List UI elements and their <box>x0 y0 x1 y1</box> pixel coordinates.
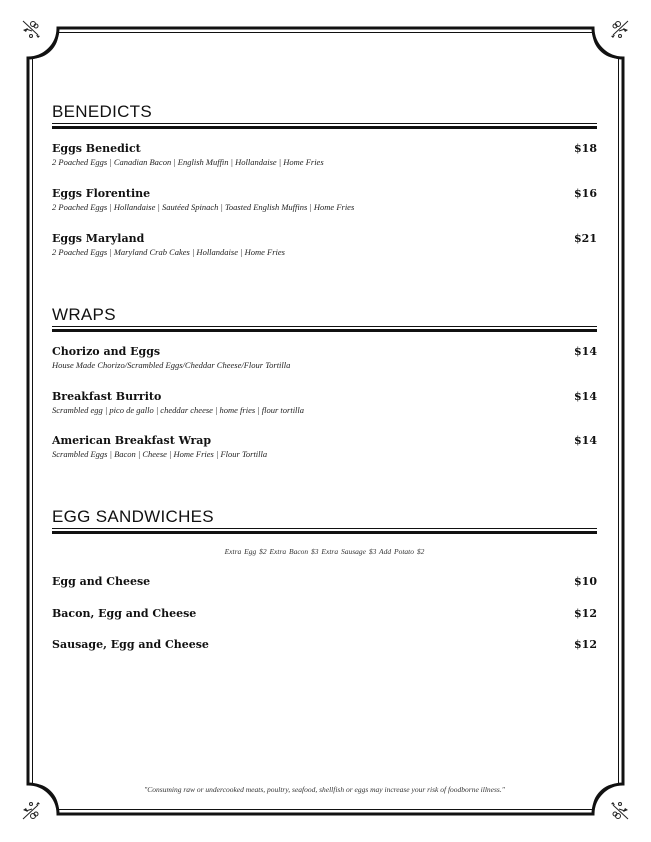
menu-item <box>52 434 597 460</box>
menu-item <box>52 345 597 371</box>
section-divider <box>52 326 597 332</box>
item-name: Eggs Florentine <box>52 187 151 200</box>
item-price: $14 <box>574 345 597 358</box>
item-description: 2 Poached Eggs | Hollandaise | Sautéed Spinach | Toasted English Muffins | Home Fries <box>52 202 355 212</box>
section-divider <box>52 123 597 129</box>
item-name: Breakfast Burrito <box>52 390 162 403</box>
item-price: $16 <box>574 187 597 200</box>
item-price: $14 <box>574 390 597 403</box>
item-name: Eggs Benedict <box>52 142 141 155</box>
item-name: Sausage, Egg and Cheese <box>52 638 209 651</box>
section-divider <box>52 528 597 534</box>
menu-item <box>52 575 597 589</box>
item-name: American Breakfast Wrap <box>52 434 212 447</box>
section-title-egg-sandwiches: EGG SANDWICHES <box>52 507 214 526</box>
menu-item <box>52 232 597 258</box>
item-description: House Made Chorizo/Scrambled Eggs/Cheddar Cheese/Flour Tortilla <box>52 360 291 370</box>
item-price: $21 <box>574 232 597 245</box>
item-description: 2 Poached Eggs | Maryland Crab Cakes | Hollandaise | Home Fries <box>52 247 285 257</box>
section-title-wraps: WRAPS <box>52 305 116 324</box>
item-name: Eggs Maryland <box>52 232 145 245</box>
menu-item <box>52 187 597 213</box>
item-price: $18 <box>574 142 597 155</box>
item-description: Scrambled egg | pico de gallo | cheddar cheese | home fries | flour tortilla <box>52 405 305 415</box>
menu-item <box>52 390 597 416</box>
item-description: Scrambled Eggs | Bacon | Cheese | Home Fries | Flour Tortilla <box>52 449 268 459</box>
item-price: $12 <box>574 607 597 620</box>
menu-item <box>52 142 597 168</box>
item-price: $14 <box>574 434 597 447</box>
item-name: Bacon, Egg and Cheese <box>52 607 197 620</box>
item-description: 2 Poached Eggs | Canadian Bacon | English Muffin | Hollandaise | Home Fries <box>52 157 324 167</box>
food-safety-disclaimer: "Consuming raw or undercooked meats, poultry, seafood, shellfish or eggs may increase your risk of foodborne illness." <box>144 785 505 794</box>
item-price: $12 <box>574 638 597 651</box>
item-name: Chorizo and Eggs <box>52 345 161 358</box>
item-price: $10 <box>574 575 597 588</box>
floral-ornament-icon <box>20 18 42 40</box>
floral-ornament-icon <box>609 18 631 40</box>
add-ons-note: Extra Egg $2 Extra Bacon $3 Extra Sausage $3 Add Potato $2 <box>224 547 425 556</box>
menu-item <box>52 607 597 621</box>
section-title-benedicts: BENEDICTS <box>52 102 152 121</box>
floral-ornament-icon <box>609 800 631 822</box>
menu-item <box>52 638 597 652</box>
floral-ornament-icon <box>20 800 42 822</box>
item-name: Egg and Cheese <box>52 575 151 588</box>
